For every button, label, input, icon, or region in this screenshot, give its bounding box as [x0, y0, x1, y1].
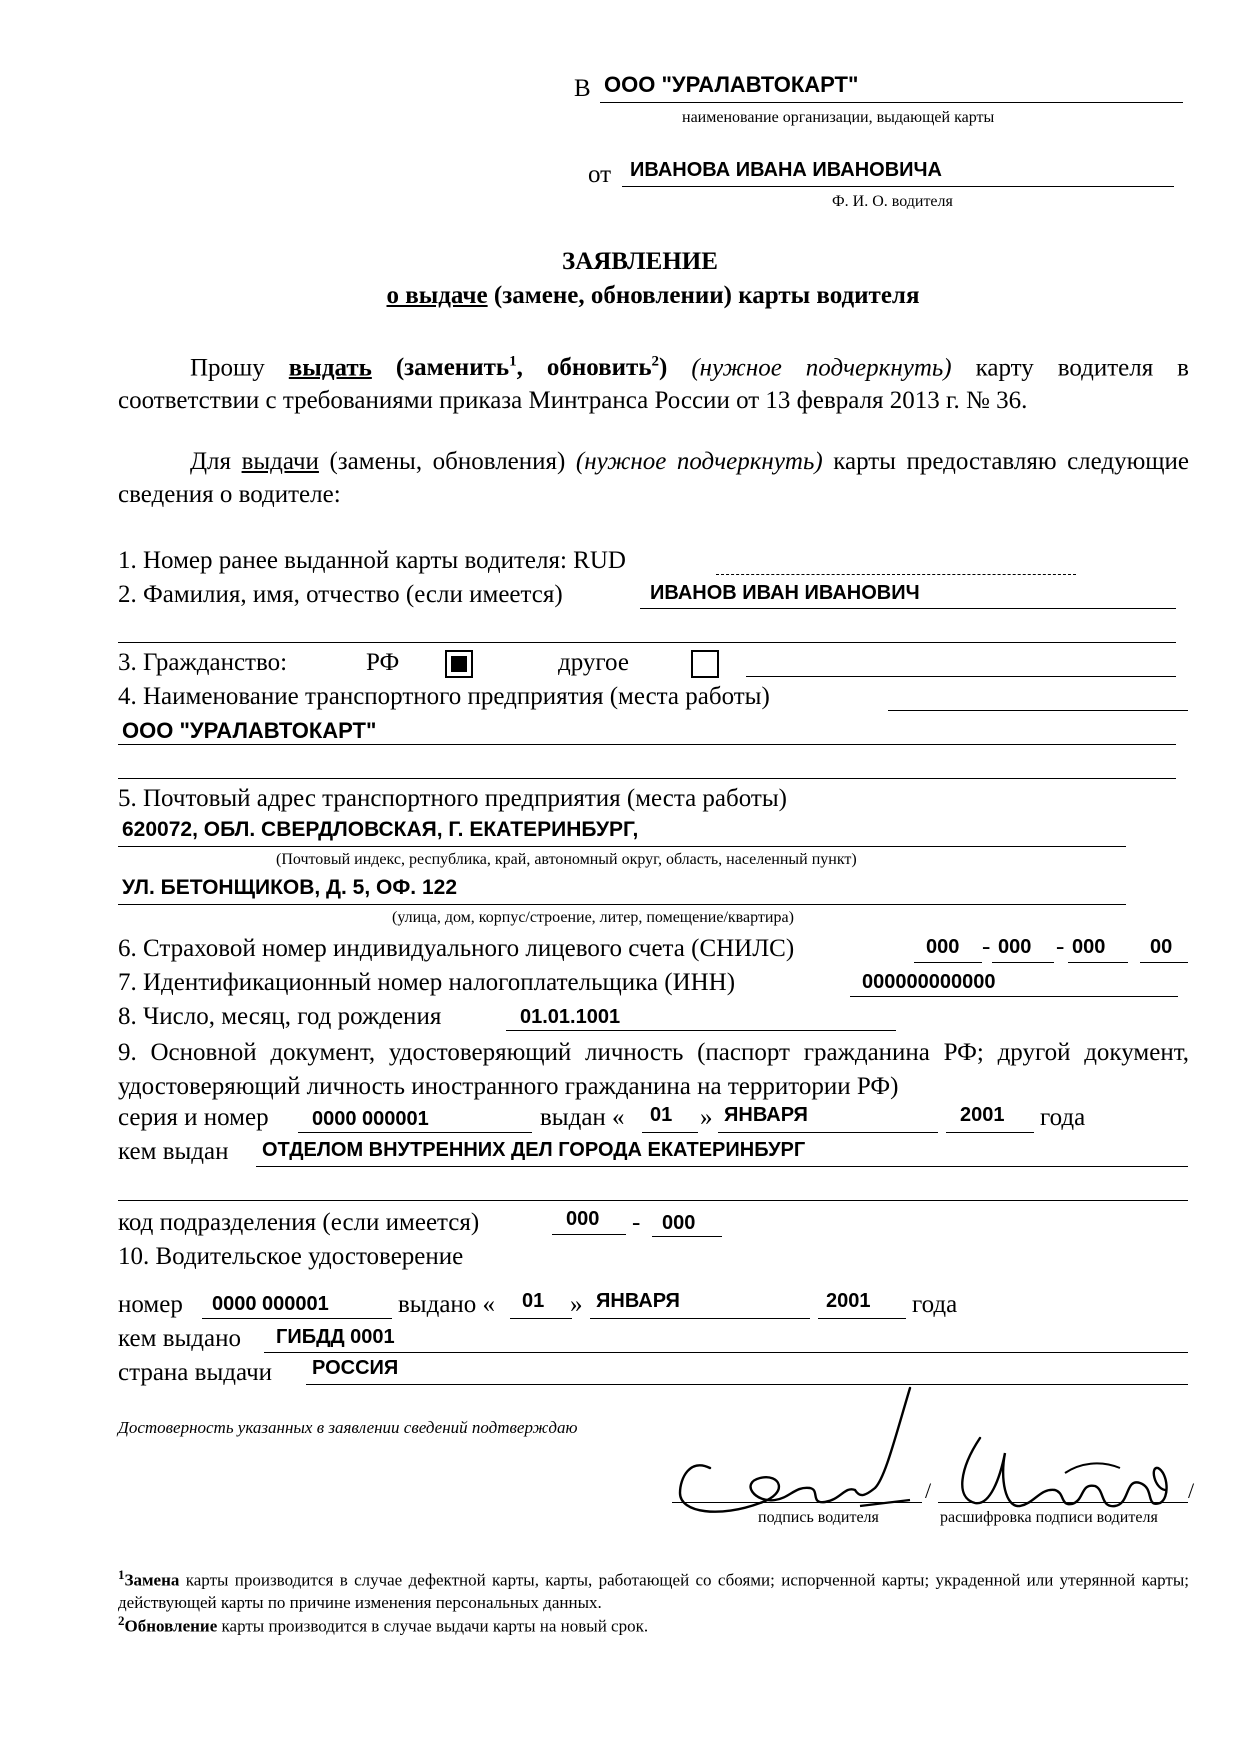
address-line1 [118, 846, 1126, 847]
full-name-line-2 [118, 642, 1176, 643]
full-name-value: ИВАНОВ ИВАН ИВАНОВИЧ [650, 582, 920, 604]
underline-note: (нужное подчеркнуть) [691, 354, 952, 382]
driver-name-caption: Ф. И. О. водителя [832, 193, 953, 210]
item4-label: 4. Наименование транспортного предприятия (места работы) [118, 683, 770, 710]
division-code-label: код подразделения (если имеется) [118, 1209, 480, 1236]
signature-decode-line[interactable] [938, 1502, 1188, 1503]
license-issuer-label: кем выдано [118, 1325, 241, 1352]
passport-issuer-value: ОТДЕЛОМ ВНУТРЕННИХ ДЕЛ ГОРОДА ЕКАТЕРИНБУРГ [262, 1139, 806, 1161]
to-prefix: В [574, 75, 591, 102]
citizenship-rf-checkbox[interactable] [445, 650, 473, 678]
passport-month-value: ЯНВАРЯ [724, 1104, 808, 1126]
division-code-part1: 000 [566, 1208, 600, 1230]
passport-issuer-label: кем выдан [118, 1138, 229, 1165]
footnote-2: $^2$Обновление карты производится в случае выдачи карты на новый срок. [118, 1613, 649, 1636]
info-paragraph: Для выдачи (замены, обновления) (нужное подчеркнуть) карты предоставляю следующие сведения о водителе: [118, 448, 1190, 508]
option-issuance: выдачи [241, 448, 319, 475]
from-prefix: от [588, 161, 612, 188]
license-year-value: 2001 [826, 1290, 871, 1312]
item6-label: 6. Страховой номер индивидуального лицевого счета (СНИЛС) [118, 935, 795, 962]
license-number-label: номер [118, 1291, 183, 1318]
division-code-part2: 000 [662, 1212, 696, 1234]
snils-part4: 00 [1150, 936, 1173, 958]
license-month-value: ЯНВАРЯ [596, 1290, 680, 1312]
address-line2-value: УЛ. БЕТОНЩИКОВ, Д. 5, ОФ. 122 [122, 876, 457, 899]
option-renew: обновить [546, 354, 652, 382]
address-line1-value: 620072, ОБЛ. СВЕРДЛОВСКАЯ, Г. ЕКАТЕРИНБУРГ, [122, 818, 639, 841]
inn-line [850, 996, 1178, 997]
employer-line-1 [888, 710, 1188, 711]
employer-line-3 [118, 778, 1176, 779]
item5-label: 5. Почтовый адрес транспортного предприятия (места работы) [118, 785, 787, 812]
signature-line[interactable] [672, 1502, 922, 1503]
birth-date-line [506, 1030, 896, 1031]
birth-date-value: 01.01.1001 [520, 1006, 621, 1028]
item2-label: 2. Фамилия, имя, отчество (если имеется) [118, 581, 563, 608]
address-caption2: (улица, дом, корпус/строение, литер, помещение/квартира) [392, 909, 794, 926]
snils-part3: 000 [1072, 936, 1106, 958]
license-country-label: страна выдачи [118, 1359, 273, 1386]
item7-label: 7. Идентификационный номер налогоплательщика (ИНН) [118, 969, 736, 996]
previous-card-number-field[interactable] [716, 574, 1076, 575]
signature-caption: подпись водителя [758, 1509, 879, 1526]
item3-label: 3. Гражданство: [118, 649, 288, 676]
confirmation-text: Достоверность указанных в заявлении сведений подтверждаю [118, 1418, 578, 1437]
inn-value: 000000000000 [862, 971, 996, 993]
snils-part1: 000 [926, 936, 960, 958]
passport-series-label: серия и номер [118, 1104, 269, 1131]
citizenship-other-checkbox[interactable] [691, 650, 719, 678]
passport-day-value: 01 [650, 1104, 673, 1126]
document-subtitle [0, 282, 1241, 310]
item9-text: 9. Основной документ, удостоверяющий личность (паспорт гражданина РФ; другой документ, удостоверяющий личность иностранного гражданина на территории РФ) [118, 1039, 1189, 1100]
item1-label: 1. Номер ранее выданной карты водителя: RUD [118, 547, 626, 574]
organization-name: ООО "УРАЛАВТОКАРТ" [604, 72, 859, 97]
option-issue: выдать [288, 354, 372, 382]
subtitle-rest: (замене, обновлении) карты водителя [493, 282, 920, 309]
full-name-line [640, 608, 1176, 609]
passport-series-value: 0000 000001 [312, 1108, 429, 1130]
signature-decode-caption: расшифровка подписи водителя [940, 1509, 1158, 1526]
address-line2 [118, 904, 1126, 905]
passport-year-value: 2001 [960, 1104, 1005, 1126]
organization-line [600, 102, 1183, 103]
driver-name-header: ИВАНОВА ИВАНА ИВАНОВИЧА [630, 159, 943, 181]
employer-name-value: ООО "УРАЛАВТОКАРТ" [122, 718, 377, 743]
license-country-value: РОССИЯ [312, 1357, 399, 1379]
subtitle-selected: о выдаче [386, 282, 488, 309]
license-issuer-value: ГИБДД 0001 [276, 1326, 395, 1348]
employer-line-2 [118, 744, 1176, 745]
citizenship-rf-label: РФ [366, 649, 400, 676]
item10-label: 10. Водительское удостоверение [118, 1243, 464, 1270]
citizenship-other-line[interactable] [746, 676, 1176, 677]
citizenship-other-label: другое [558, 649, 629, 676]
option-replace: заменить [404, 354, 510, 382]
license-number-value: 0000 000001 [212, 1293, 329, 1315]
organization-caption: наименование организации, выдающей карты [682, 109, 995, 126]
item8-label: 8. Число, месяц, год рождения [118, 1003, 442, 1030]
footnote-1: $^1$Замена карты производится в случае дефектной карты, карты, работающей со сбоями; испорченной карты; украденной или утерянной карты; действующей карты по причине изменения персональных данных. [118, 1567, 1189, 1612]
license-day-value: 01 [522, 1290, 545, 1312]
document-title: ЗАЯВЛЕНИЕ [562, 248, 718, 275]
snils-part2: 000 [998, 936, 1032, 958]
driver-name-line [622, 186, 1174, 187]
request-paragraph: Прошу выдать (заменить$^1$, обновить$^2$) (нужное подчеркнуть) карту водителя в соответствии с требованиями приказа Минтранса России от 13 февраля 2013 г. № 36. [118, 354, 1189, 415]
address-caption1: (Почтовый индекс, республика, край, автономный округ, область, населенный пункт) [276, 851, 857, 868]
signature-image [660, 1378, 1200, 1528]
